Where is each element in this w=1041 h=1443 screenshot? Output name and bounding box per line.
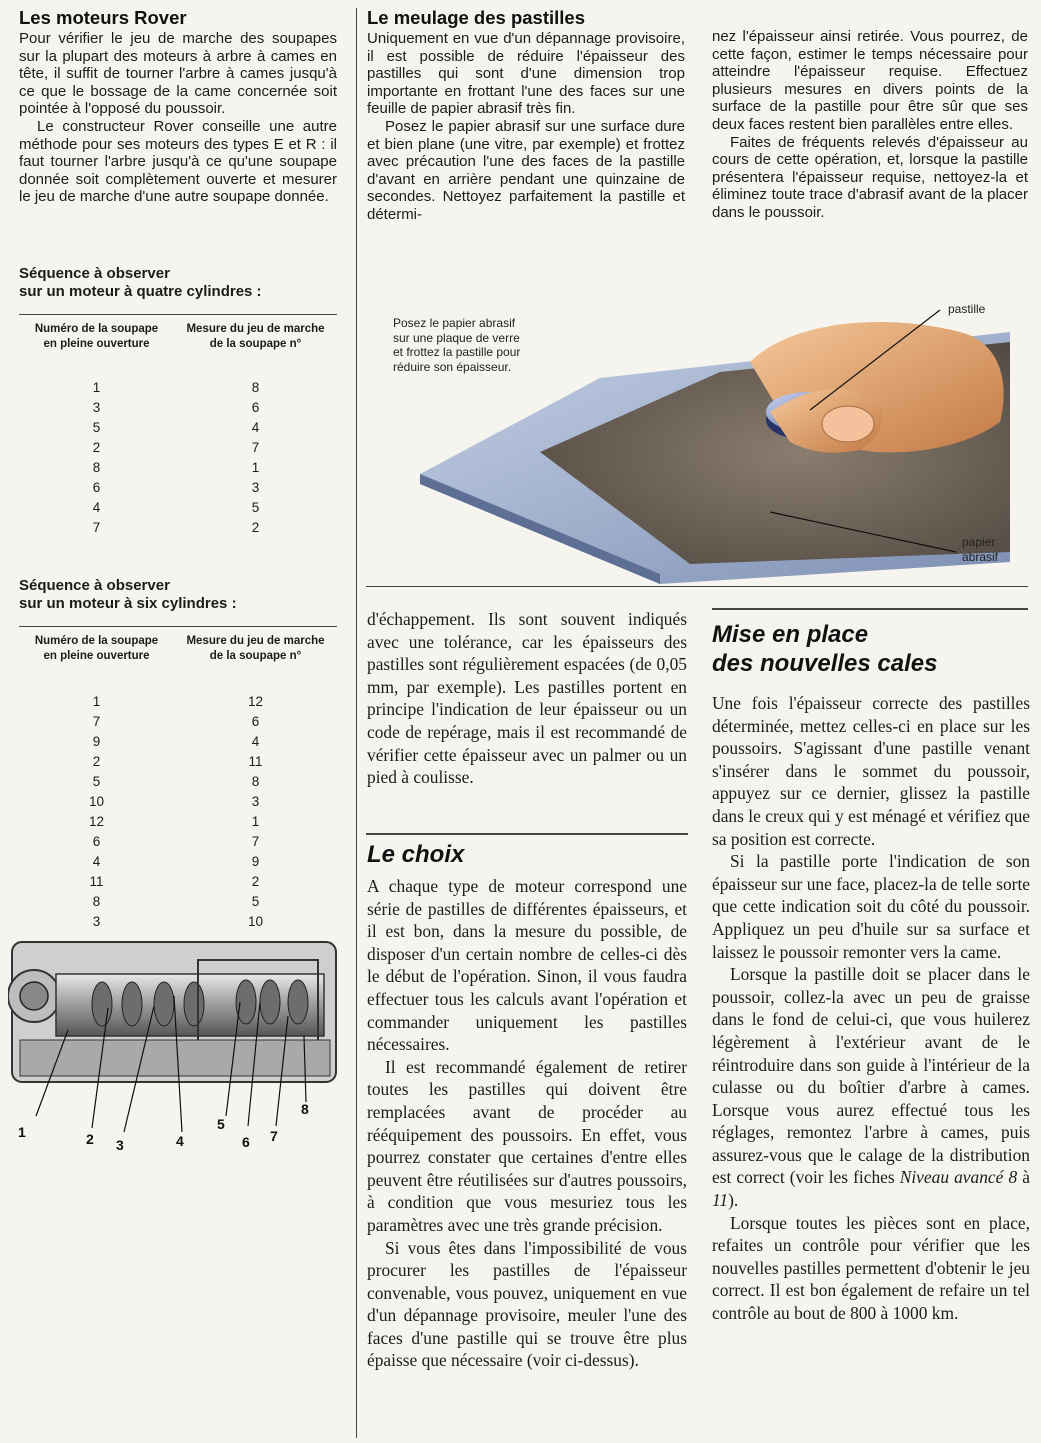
measured-valve-cell: 9 bbox=[251, 854, 260, 869]
mise-en-place-title bbox=[712, 620, 1030, 678]
diagram-label-4: 4 bbox=[176, 1133, 184, 1149]
mise-en-place-title-line-2: des nouvelles cales bbox=[712, 650, 938, 677]
illustration-caption: Posez le papier abrasif sur une plaque de verre et frottez la pastille pour réduire son épaisseur. bbox=[393, 316, 521, 374]
open-valve-cell: 6 bbox=[92, 480, 101, 495]
table-row bbox=[19, 458, 337, 478]
measured-valve-cell: 12 bbox=[247, 694, 264, 709]
seq4-col1-header bbox=[19, 316, 174, 378]
p3-end: ). bbox=[728, 1190, 739, 1211]
measured-valve-cell: 6 bbox=[251, 400, 260, 415]
seq4-title bbox=[19, 265, 337, 301]
seq4-table-rule bbox=[19, 314, 337, 315]
meulage-paragraph-1: Uniquement en vue d'un dépannage provisoire, il est possible de réduire l'épaisseur des pastilles qui sont d'une dimension trop importante en frottant l'une des faces sur une feuille de papier abrasif très fin. bbox=[367, 30, 685, 118]
label-papier-line-1: papier bbox=[962, 535, 996, 549]
seq4-table-body bbox=[19, 378, 337, 538]
open-valve-cell: 2 bbox=[92, 754, 101, 769]
open-valve-cell: 2 bbox=[92, 440, 101, 455]
column-divider bbox=[356, 8, 357, 1438]
diagram-label-3: 3 bbox=[116, 1137, 124, 1153]
rover-title: Les moteurs Rover bbox=[19, 7, 187, 28]
meulage-paragraph-4: Faites de fréquents relevés d'épaisseur au cours de cette opération, et, lorsque la pastille présentera l'épaisseur requise, nettoyez-la et éliminez toute trace d'abrasif avant de la placer dans le poussoir. bbox=[712, 133, 1028, 221]
seq6-table-body bbox=[19, 692, 337, 932]
table-row bbox=[19, 438, 337, 458]
measured-valve-cell: 2 bbox=[251, 520, 260, 535]
table-row bbox=[19, 792, 337, 812]
seq4-title-line-2: sur un moteur à quatre cylindres : bbox=[19, 283, 262, 300]
meulage-title: Le meulage des pastilles bbox=[367, 7, 585, 28]
open-valve-cell: 1 bbox=[92, 380, 101, 395]
mise-en-place-paragraph-4: Lorsque toutes les pièces sont en place, refaites un contrôle pour vérifier que les nouvelles pastilles permettent d'obtenir le jeu correct. Il est bon également de refaire un tel contrôle au bout de 800 à 1000 km. bbox=[712, 1212, 1030, 1324]
col2-header-line-2: de la soupape n° bbox=[209, 337, 302, 350]
p3-reference-2: 11 bbox=[712, 1190, 729, 1211]
meulage-col2-text bbox=[712, 28, 1028, 222]
measured-valve-cell: 11 bbox=[248, 754, 263, 769]
table-row bbox=[19, 912, 337, 932]
meulage-col1-text bbox=[367, 30, 685, 224]
diagram-label-5: 5 bbox=[217, 1116, 225, 1132]
measured-valve-cell: 5 bbox=[251, 500, 260, 515]
open-valve-cell: 8 bbox=[92, 894, 101, 909]
seq4-table bbox=[19, 316, 337, 538]
rover-section bbox=[19, 8, 337, 206]
middle-continuation-paragraph: d'échappement. Ils sont souvent indiqués avec une tolérance, car les épaisseurs des pastilles sont régulièrement espacées (de 0,05 mm, par exemple). Les pastilles portent en principe l'indication de leur épaisseur ou un code de repérage, mais il est recommandé de vérifier cette épaisseur avec un palmer ou un pied à coulisse. bbox=[367, 609, 687, 788]
seq6-col1-header bbox=[19, 628, 174, 692]
p3-connector: à bbox=[1017, 1167, 1030, 1188]
open-valve-cell: 7 bbox=[92, 520, 101, 535]
measured-valve-cell: 4 bbox=[251, 734, 260, 749]
measured-valve-cell: 3 bbox=[251, 794, 260, 809]
table-row bbox=[19, 478, 337, 498]
rover-paragraph-1: Pour vérifier le jeu de marche des soupapes sur la plupart des moteurs à arbre à cames en tête, il suffit de tourner l'arbre à cames jusqu'à ce que le bossage de la came concernée soit pointée à l'opposé du poussoir. bbox=[19, 30, 337, 118]
seq6-col2-header bbox=[174, 628, 337, 692]
meulage-paragraph-3: nez l'épaisseur ainsi retirée. Vous pourrez, de cette façon, estimer le temps nécessaire pour atteindre l'épaisseur requise. Effectuez plusieurs mesures en divers points de la surface de la pastille pour être sûr que ses deux faces restent bien parallèles entre elles. bbox=[712, 28, 1028, 133]
seq4-col2-header bbox=[174, 316, 337, 378]
table-row bbox=[19, 872, 337, 892]
label-papier-line-2: abrasif bbox=[962, 549, 999, 564]
rover-text bbox=[19, 30, 337, 206]
label-papier-abrasif bbox=[962, 535, 998, 564]
open-valve-cell: 9 bbox=[92, 734, 101, 749]
table-row bbox=[19, 498, 337, 518]
measured-valve-cell: 8 bbox=[251, 774, 260, 789]
table-row bbox=[19, 378, 337, 398]
table-row bbox=[19, 892, 337, 912]
measured-valve-cell: 1 bbox=[251, 814, 260, 829]
diagram-label-2: 2 bbox=[86, 1131, 94, 1147]
open-valve-cell: 11 bbox=[89, 874, 104, 889]
seq6-title-line-2: sur un moteur à six cylindres : bbox=[19, 595, 237, 612]
measured-valve-cell: 2 bbox=[251, 874, 260, 889]
measured-valve-cell: 7 bbox=[251, 440, 260, 455]
open-valve-cell: 1 bbox=[92, 694, 101, 709]
diagram-label-8: 8 bbox=[301, 1101, 309, 1117]
meulage-paragraph-2: Posez le papier abrasif sur une surface dure et bien plane (une vitre, par exemple) et frottez avec précaution l'une des faces de la pastille d'avant en arrière pendant une quinzaine de secondes. Nettoyez parfaitement la pastille et détermi- bbox=[367, 117, 685, 223]
seq4-title-line-1: Séquence à observer bbox=[19, 265, 170, 282]
seq6-title bbox=[19, 577, 337, 613]
table-row bbox=[19, 398, 337, 418]
table-row bbox=[19, 518, 337, 538]
mise-en-place-title-line-1: Mise en place bbox=[712, 621, 869, 648]
open-valve-cell: 5 bbox=[92, 774, 101, 789]
choix-title: Le choix bbox=[367, 841, 465, 868]
middle-continuation bbox=[367, 608, 687, 789]
mise-en-place-paragraph-2: Si la pastille porte l'indication de son épaisseur sur une face, placez-la de telle sorte que cette indication soit du côté du poussoir. Appliquez un peu d'huile sur sa surface et laissez le poussoir remonter vers la came. bbox=[712, 851, 1030, 962]
seq6-title-line-1: Séquence à observer bbox=[19, 577, 170, 594]
p3-reference-1: Niveau avancé 8 bbox=[899, 1167, 1018, 1188]
choix-paragraph-1: A chaque type de moteur correspond une série de pastilles de différentes épaisseurs, et il est bon, dans la mesure du possible, de disposer d'un certain nombre de celles-ci dès le début de l'opération. Sinon, il vous faudra effectuer tous les calculs avant l'opération et commander uniquement les pastilles nécessaires. bbox=[367, 876, 687, 1055]
seq6-table bbox=[19, 628, 337, 932]
col1-header-line-2: en pleine ouverture bbox=[43, 337, 150, 350]
open-valve-cell: 8 bbox=[92, 460, 101, 475]
choix-paragraph-2: Il est recommandé également de retirer toutes les pastilles qui doivent être remplacées avant de procéder au rééquipement des poussoirs. En effet, vous pourrez constater que certaines d'entre elles peuvent être réutilisées sur d'autres poussoirs, à condition que vous mesuriez tous les paramètres avec une très grande précision. bbox=[367, 1056, 687, 1235]
table-row bbox=[19, 852, 337, 872]
mise-en-place-paragraph-3 bbox=[712, 963, 1030, 1212]
table-row bbox=[19, 732, 337, 752]
table-row bbox=[19, 692, 337, 712]
diagram-label-7: 7 bbox=[270, 1128, 278, 1144]
open-valve-cell: 12 bbox=[88, 814, 105, 829]
measured-valve-cell: 10 bbox=[247, 914, 264, 929]
abrasive-illustration bbox=[360, 262, 1030, 584]
col1-header-line-1: Numéro de la soupape bbox=[34, 635, 159, 647]
open-valve-cell: 3 bbox=[92, 400, 101, 415]
table-row bbox=[19, 712, 337, 732]
col2-header-line-1: Mesure du jeu de marche bbox=[186, 635, 325, 647]
mise-en-place-rule bbox=[712, 608, 1028, 610]
measured-valve-cell: 8 bbox=[251, 380, 260, 395]
diagram-label-6: 6 bbox=[242, 1134, 250, 1150]
open-valve-cell: 10 bbox=[88, 794, 105, 809]
col1-header-line-1: Numéro de la soupape bbox=[34, 323, 159, 335]
choix-rule bbox=[366, 833, 688, 835]
open-valve-cell: 7 bbox=[92, 714, 101, 729]
measured-valve-cell: 7 bbox=[251, 834, 260, 849]
illustration-divider bbox=[366, 586, 1028, 587]
open-valve-cell: 4 bbox=[92, 500, 101, 515]
table-row bbox=[19, 418, 337, 438]
table-row bbox=[19, 772, 337, 792]
col1-header-line-2: en pleine ouverture bbox=[43, 649, 150, 662]
open-valve-cell: 5 bbox=[92, 420, 101, 435]
mise-en-place-paragraph-1: Une fois l'épaisseur correcte des pastilles déterminée, mettez celles-ci en place sur les poussoirs. S'agissant d'une pastille venant s'insérer dans le sommet du poussoir, appuyez sur ce dernier, glissez la pastille dans le creux qui y est ménagé et vérifiez que sa position est correcte. bbox=[712, 693, 1030, 849]
measured-valve-cell: 6 bbox=[251, 714, 260, 729]
measured-valve-cell: 3 bbox=[251, 480, 260, 495]
mise-en-place-text bbox=[712, 692, 1030, 1325]
p3-text: Lorsque la pastille doit se placer dans le poussoir, collez-la avec un peu de graisse dans le fond de celui-ci, que vous huilerez légèrement à l'extérieur avant de le réintroduire dans son guide à l'intérieur de la culasse ou du boîtier d'arbre à cames. Lorsque vous aurez effectué tous les réglages, remontez l'arbre à cames, puis assurez-vous que le calage de la distribution est correct (voir les fiches bbox=[712, 964, 1030, 1188]
table-row bbox=[19, 812, 337, 832]
choix-section bbox=[367, 840, 687, 1372]
measured-valve-cell: 5 bbox=[251, 894, 260, 909]
open-valve-cell: 4 bbox=[92, 854, 101, 869]
seq6-table-rule bbox=[19, 626, 337, 627]
open-valve-cell: 6 bbox=[92, 834, 101, 849]
measured-valve-cell: 4 bbox=[251, 420, 260, 435]
open-valve-cell: 3 bbox=[92, 914, 101, 929]
label-pastille: pastille bbox=[948, 302, 986, 316]
choix-text bbox=[367, 875, 687, 1372]
col2-header-line-2: de la soupape n° bbox=[209, 649, 302, 662]
meulage-section bbox=[367, 8, 685, 224]
choix-paragraph-3: Si vous êtes dans l'impossibilité de vous procurer les pastilles de l'épaisseur convenable, vous pouvez, uniquement en vue d'un dépannage provisoire, meuler l'une des faces d'une pastille qui se trouve être plus épaisse que nécessaire (voir ci-dessus). bbox=[367, 1237, 687, 1371]
diagram-label-1: 1 bbox=[18, 1124, 26, 1140]
measured-valve-cell: 1 bbox=[251, 460, 260, 475]
table-row bbox=[19, 752, 337, 772]
camshaft-diagram bbox=[8, 936, 348, 1156]
mise-en-place-section bbox=[712, 620, 1030, 1325]
table-row bbox=[19, 832, 337, 852]
rover-paragraph-2: Le constructeur Rover conseille une autre méthode pour ses moteurs des types E et R : il faut tourner l'arbre jusqu'à ce qu'une soupape donnée soit complètement ouverte et mesurer le jeu de marche d'une autre soupape donnée. bbox=[19, 117, 337, 206]
col2-header-line-1: Mesure du jeu de marche bbox=[186, 323, 325, 335]
